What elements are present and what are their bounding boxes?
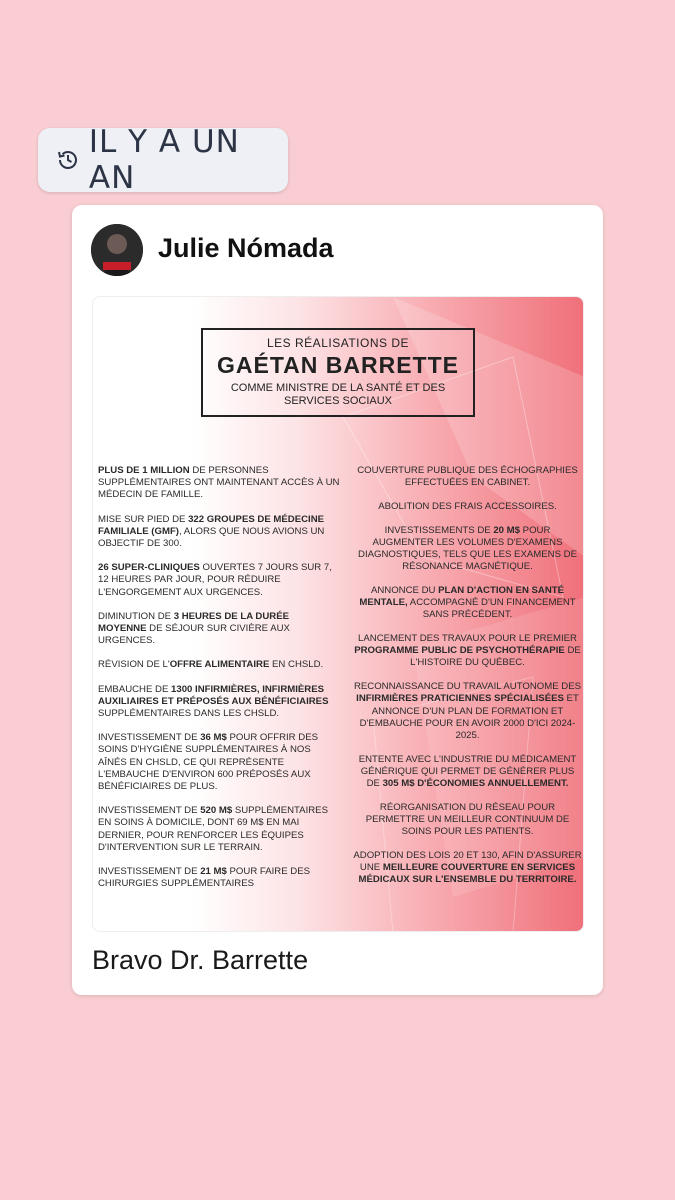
title-line1: LES RÉALISATIONS DE: [267, 336, 409, 350]
item-text: RÉVISION DE L': [98, 659, 170, 671]
achievement-item: [98, 659, 340, 671]
item-text: SUPPLÉMENTAIRES DANS LES CHSLD.: [98, 708, 280, 720]
item-highlight: 1300 INFIRMIÈRES, INFIRMIÈRES AUXILIAIRES ET PRÉPOSÉS AUX BÉNÉFICIAIRES: [98, 683, 329, 707]
item-text: EN CHSLD.: [269, 659, 324, 671]
history-icon: [56, 147, 81, 173]
achievement-item: [353, 754, 582, 791]
item-text: SUPPLÉMENTAIRES EN SOINS À DOMICILE, DONT 69 M$ EN MAI DERNIER, POUR RENFORCER LES ÉQUIPES D'INTERVENTION SUR LE TERRAIN.: [98, 805, 328, 853]
item-highlight: 20 M$: [493, 524, 521, 536]
achievement-item: [353, 525, 582, 574]
item-text: ABOLITION DES FRAIS ACCESSOIRES.: [378, 500, 557, 512]
achievement-item: [98, 684, 340, 721]
item-text: DE PERSONNES SUPPLÉMENTAIRES ONT MAINTENANT ACCÈS À UN MÉDECIN DE FAMILLE.: [98, 465, 340, 501]
item-highlight: 520 M$: [200, 805, 233, 817]
memory-sticker[interactable]: [38, 124, 288, 196]
item-highlight: MEILLEURE COUVERTURE EN SERVICES MÉDICAUX SUR L'ENSEMBLE DU TERRITOIRE.: [358, 862, 577, 886]
achievement-item: [353, 465, 582, 489]
item-highlight: INFIRMIÈRES PRATICIENNES SPÉCIALISÉES: [356, 693, 564, 705]
post-card[interactable]: [72, 205, 603, 995]
item-text: DIMINUTION DE: [98, 610, 174, 622]
title-box: [201, 328, 475, 417]
title-line2: GAÉTAN BARRETTE: [216, 352, 459, 378]
post-image: [92, 296, 584, 932]
achievement-item: [98, 514, 340, 551]
left-column: [98, 465, 340, 902]
item-text: ADOPTION DES LOIS 20 ET 130, AFIN D'ASSURER UNE: [353, 849, 582, 874]
item-text: ET ANNONCE D'UN PLAN DE FORMATION ET D'EMBAUCHE POUR EN AVOIR 2000 D'ICI 2024-2025.: [359, 693, 579, 741]
item-text: , ALORS QUE NOUS AVIONS UN OBJECTIF DE 300.: [98, 525, 325, 550]
item-text: POUR OFFRIR DES SOINS D'HYGIÈNE SUPPLÉMENTAIRES À NOS AÎNÉS EN CHSLD, CE QUI REPRÉSENTE L'EMBAUCHE D'ENVIRON 600 PRÉPOSÉS AUX BÉNÉFICIAIRES DE PLUS.: [98, 732, 319, 793]
achievement-item: [98, 611, 340, 648]
author-name[interactable]: Julie Nómada: [158, 233, 334, 263]
item-text: ACCOMPAGNÉ D'UN FINANCEMENT SANS PRÉCÉDENT.: [407, 597, 576, 621]
item-text: POUR AUGMENTER LES VOLUMES D'EXAMENS DIAGNOSTIQUES, TELS QUE LES EXAMENS DE RÉSONANCE MAGNÉTIQUE.: [358, 524, 577, 573]
item-text: COUVERTURE PUBLIQUE DES ÉCHOGRAPHIES EFFECTUÉES EN CABINET.: [357, 465, 578, 489]
item-text: INVESTISSEMENT DE: [98, 732, 201, 744]
item-text: DE SÉJOUR SUR CIVIÈRE AUX URGENCES.: [98, 623, 290, 647]
right-column: [353, 465, 582, 898]
avatar[interactable]: [91, 224, 143, 276]
item-text: ENTENTE AVEC L'INDUSTRIE DU MÉDICAMENT GÉNÉRIQUE QUI PERMET DE GÉNÉRER PLUS DE: [358, 753, 577, 790]
item-text: EMBAUCHE DE: [98, 683, 172, 695]
achievement-item: [98, 465, 340, 502]
title-line3: COMME MINISTRE DE LA SANTÉ ET DES SERVICES SOCIAUX: [230, 382, 446, 407]
post-caption: Bravo Dr. Barrette: [92, 945, 309, 975]
item-text: ANNONCE DU: [370, 584, 439, 596]
item-highlight: PLUS DE 1 MILLION: [98, 465, 190, 476]
item-highlight: OFFRE ALIMENTAIRE: [169, 659, 270, 671]
achievement-item: [98, 732, 340, 793]
item-text: INVESTISSEMENT DE: [98, 805, 201, 817]
item-highlight: 36 M$: [200, 732, 227, 744]
item-highlight: 305 M$ D'ÉCONOMIES ANNUELLEMENT.: [382, 778, 569, 790]
achievement-item: [353, 633, 582, 670]
item-text: INVESTISSEMENTS DE: [384, 524, 494, 536]
item-highlight: 26 SUPER-CLINIQUES: [98, 562, 200, 574]
achievement-item: [353, 802, 582, 839]
item-highlight: PLAN D'ACTION EN SANTÉ MENTALE,: [359, 584, 565, 609]
achievement-item: [353, 681, 582, 742]
achievement-item: [98, 866, 340, 890]
item-highlight: 21 M$: [200, 866, 227, 878]
item-highlight: 3 HEURES DE LA DURÉE MOYENNE: [98, 610, 290, 635]
achievement-item: [353, 585, 582, 622]
memory-label: IL Y A UN AN: [88, 124, 240, 196]
achievement-item: [353, 850, 582, 887]
item-text: DE L'HISTOIRE DU QUÉBEC.: [410, 645, 581, 669]
achievement-item: [353, 501, 582, 513]
item-text: MISE SUR PIED DE: [98, 513, 189, 525]
achievement-item: [98, 562, 340, 599]
item-text: INVESTISSEMENT DE: [98, 866, 201, 878]
item-text: RECONNAISSANCE DU TRAVAIL AUTONOME DES: [353, 681, 582, 693]
item-text: RÉORGANISATION DU RÉSEAU POUR PERMETTRE UN MEILLEUR CONTINUUM DE SOINS POUR LES PATIENTS.: [365, 801, 570, 838]
item-text: POUR FAIRE DES CHIRURGIES SUPPLÉMENTAIRES: [98, 866, 311, 890]
achievement-item: [98, 805, 340, 854]
item-text: LANCEMENT DES TRAVAUX POUR LE PREMIER: [358, 633, 577, 645]
item-highlight: 322 GROUPES DE MÉDECINE FAMILIALE (GMF): [98, 513, 325, 537]
item-text: OUVERTES 7 JOURS SUR 7, 12 HEURES PAR JOUR, POUR RÉDUIRE L'ENGORGEMENT AUX URGENCES.: [98, 562, 332, 598]
item-highlight: PROGRAMME PUBLIC DE PSYCHOTHÉRAPIE: [354, 645, 565, 657]
